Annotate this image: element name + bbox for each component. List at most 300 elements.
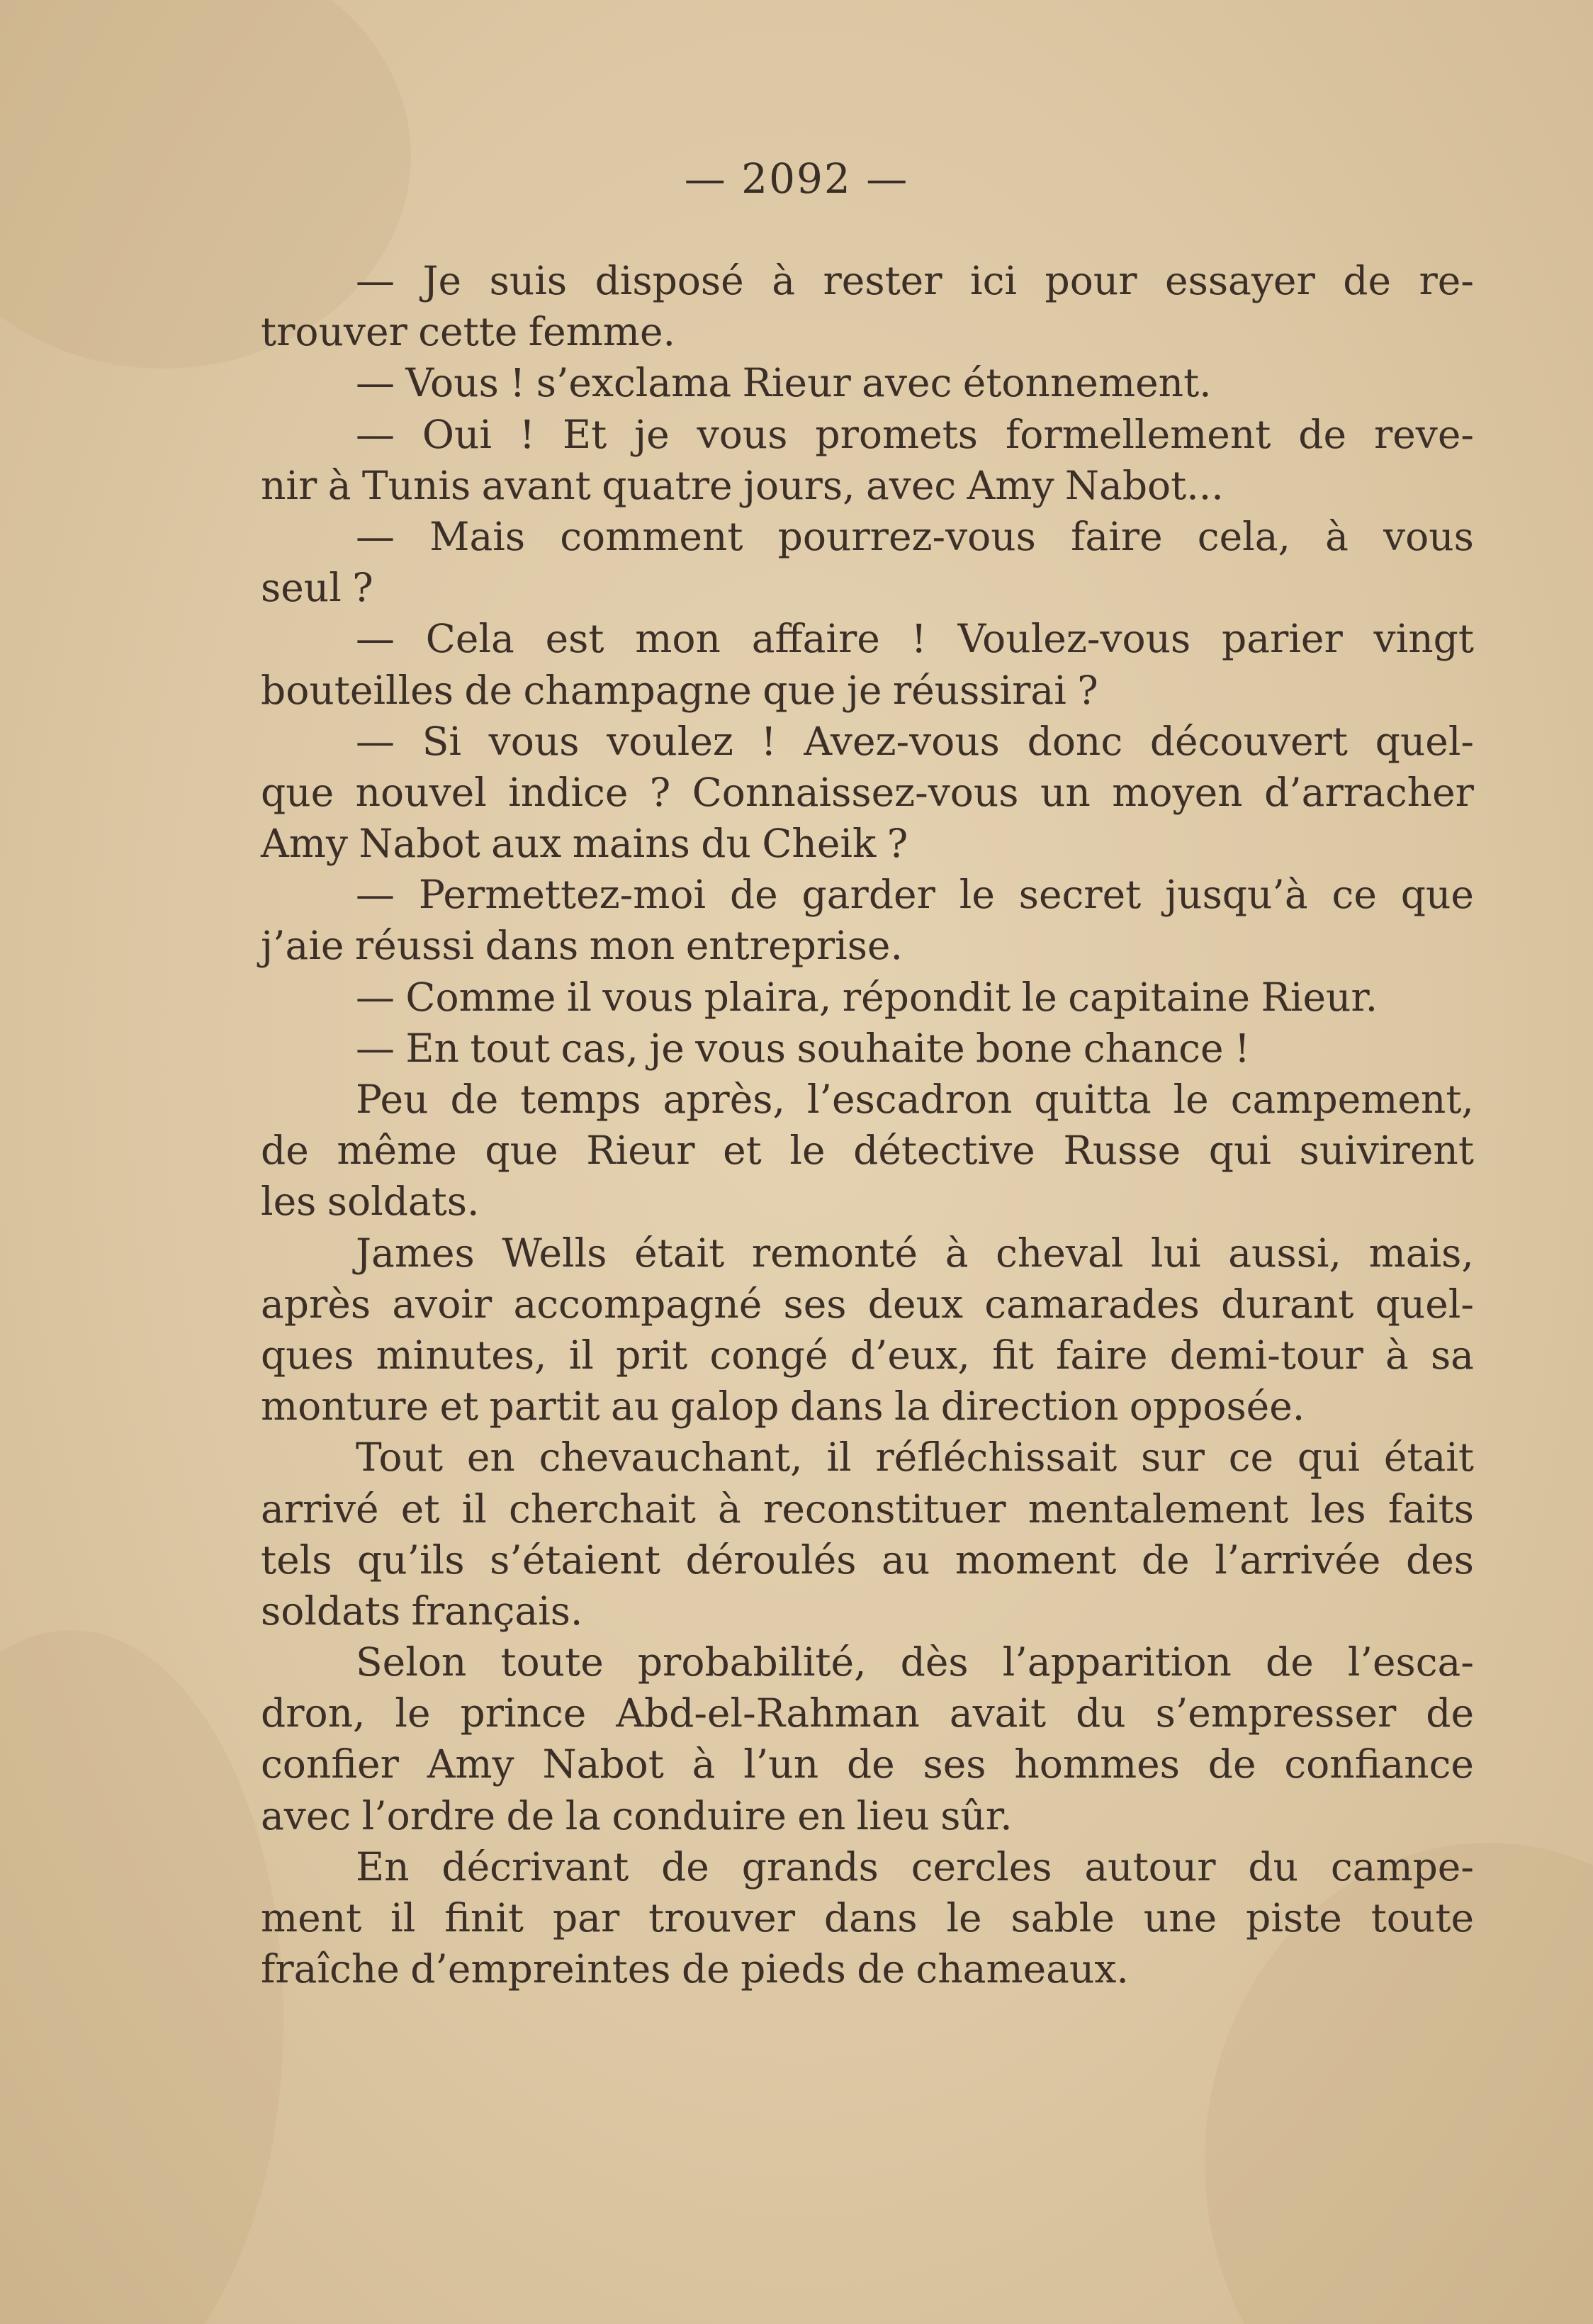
word: opposée. [1129,1383,1305,1430]
word: j’aie [261,923,344,969]
word: Tunis [361,462,471,508]
word: Nabot [359,821,480,867]
word: réfléchissait [875,1435,1118,1481]
word: à [692,1741,716,1787]
text-line [261,818,1474,869]
word: ? [886,821,908,867]
word: Je [422,258,462,303]
word: hommes [1014,1741,1180,1787]
word: l’escadron [806,1077,1013,1122]
word: nir [261,462,317,508]
word: la [565,1792,602,1839]
word: étonnement. [962,360,1212,406]
word: — [356,718,395,764]
body-text [261,255,1474,1994]
word: Cheik [762,821,877,867]
word: d’empreintes [410,1946,671,1992]
word: mon [635,616,721,662]
word: vous [602,974,694,1020]
word: lieu [856,1792,930,1839]
word: Avez-vous [804,718,1000,764]
word: seul [261,565,342,611]
word: le [395,1690,431,1736]
word: avait [949,1690,1047,1736]
word: minutes, [376,1332,547,1378]
word: Wells [502,1230,607,1276]
word: cette [418,309,518,355]
word: confier [261,1741,399,1787]
word: Russe [1063,1128,1181,1174]
word: que [485,1128,558,1174]
word: ? [352,565,373,611]
word: essayer [1165,258,1315,303]
word: bouteilles [261,667,454,713]
word: moyen [1112,769,1243,815]
word: — [356,974,395,1020]
word: avant [481,462,591,508]
word: jusqu’à [1165,872,1308,918]
word: à [1385,1332,1409,1378]
word: à [327,462,351,508]
word: cas, [561,1025,638,1071]
text-line [261,1790,1474,1841]
word: des [1405,1537,1474,1583]
word: ! [510,360,526,406]
text-line [261,460,1474,511]
word: promets [815,411,979,457]
word: de [1298,411,1347,457]
word: plaira, [704,974,832,1020]
text-line [261,1637,1474,1688]
word: en [466,1435,515,1481]
word: détective [853,1128,1035,1174]
word: Oui [422,411,492,457]
word: déroulés [685,1537,857,1583]
word: prince [460,1690,587,1736]
text-line [261,767,1474,818]
word: de [857,1946,906,1992]
text-line [261,613,1474,664]
word: une [1143,1895,1217,1941]
word: arrivé [261,1486,379,1532]
word: comment [560,513,743,559]
word: mon [589,923,675,969]
word: ici [970,258,1017,303]
word: ce [1228,1435,1274,1481]
word: aussi, [1228,1230,1341,1276]
word: partit [489,1383,600,1430]
text-line [261,1125,1474,1176]
word: à [718,1486,741,1532]
word: Selon [356,1639,467,1685]
word: tout [470,1025,551,1071]
text-line [261,1841,1474,1892]
word: dans [789,1383,884,1430]
text-line [261,1432,1474,1483]
word: dès [900,1639,969,1685]
word: sur [1140,1435,1205,1481]
word: ? [649,769,671,815]
word: Nabot [542,1741,664,1787]
word: même [337,1128,457,1174]
word: campe- [1330,1843,1474,1890]
word: du [1248,1843,1298,1890]
word: ment [261,1895,362,1941]
word: remonté [751,1230,918,1276]
word: disposé [595,258,744,303]
word: réussirai [892,667,1066,713]
text-line [261,1585,1474,1637]
word: sûr. [940,1792,1013,1839]
text-line [261,1279,1474,1330]
word: capitaine [1068,974,1251,1020]
word: à [1325,513,1349,559]
word: s’empresser [1155,1690,1397,1736]
word: tels [261,1537,332,1583]
word: suivirent [1299,1128,1474,1174]
word: l’apparition [1002,1639,1232,1685]
word: était [634,1230,725,1276]
word: Amy [967,462,1054,508]
word: du [701,821,751,867]
word: direction [940,1383,1119,1430]
word: et [400,1486,440,1532]
word: quel- [1375,718,1474,764]
word: Si [422,718,461,764]
word: le [789,1128,826,1174]
word: ! [760,718,777,764]
text-line [261,1534,1474,1585]
word: réussi [354,923,475,969]
word: pieds [741,1946,846,1992]
word: James [356,1230,475,1276]
word: — [356,1025,395,1071]
word: reconstituer [763,1486,1006,1532]
word: que [762,667,836,713]
word: s’étaient [490,1537,660,1583]
word: mains [572,821,690,867]
text-line [261,1381,1474,1432]
word: toute [500,1639,604,1685]
word: le [946,1895,982,1941]
word: il [390,1895,416,1941]
word: Connaissez-vous [692,769,1019,815]
word: lui [1151,1230,1201,1276]
word: accompagné [513,1281,762,1327]
word: Peu [356,1077,429,1122]
text-line [261,562,1474,613]
page-number: — 2092 — [684,155,909,203]
word: Amy [261,821,348,867]
word: Rieur [586,1128,695,1174]
text-line [261,972,1474,1023]
text-line [261,1023,1474,1074]
text-line [261,1483,1474,1534]
word: En [405,1025,459,1071]
word: autour [1084,1843,1216,1890]
word: vous [697,411,788,457]
word: il [566,974,592,1020]
word: s’exclama [536,360,732,406]
word: confiance [1284,1741,1474,1787]
word: Et [562,411,607,457]
word: et [723,1128,762,1174]
word: de [1141,1537,1190,1583]
word: il [826,1435,852,1481]
word: l’arrivée [1215,1537,1381,1583]
word: en [797,1792,846,1839]
text-line [261,306,1474,357]
word: était [1383,1435,1474,1481]
text-line [261,1176,1474,1227]
word: galop [670,1383,779,1430]
word: après [261,1281,371,1327]
word: répondit [842,974,1011,1020]
text-line [261,1892,1474,1943]
word: l’un [743,1741,819,1787]
word: la [894,1383,930,1430]
word: quitta [1034,1077,1152,1122]
word: dans [485,923,579,969]
word: ses [923,1741,986,1787]
word: durant [1221,1281,1354,1327]
word: vingt [1373,616,1474,662]
word: à [945,1230,969,1276]
text-line [261,1228,1474,1279]
word: camarades [984,1281,1200,1327]
text-line [261,1943,1474,1994]
text-line [261,920,1474,971]
word: fit [992,1332,1034,1378]
paper-stain [0,1630,283,2324]
word: de [450,1077,499,1122]
word: et [439,1383,479,1430]
word: ce [1332,872,1377,918]
word: de [661,1843,709,1890]
word: de [1343,258,1392,303]
word: après, [663,1077,785,1122]
word: finit [444,1895,524,1941]
word: jours, [743,462,855,508]
text-line [261,511,1474,562]
word: vous [1383,513,1474,559]
word: les [1310,1486,1366,1532]
word: l’ordre [361,1792,496,1839]
word: du [1076,1690,1126,1736]
word: quatre [602,462,733,508]
word: chance [1083,1025,1224,1071]
word: Comme [405,974,556,1020]
word: Abd-el-Rahman [616,1690,920,1736]
word: entreprise. [685,923,903,969]
word: suis [489,258,568,303]
word: chevauchant, [539,1435,803,1481]
word: piste [1246,1895,1342,1941]
word: chameaux. [916,1946,1129,1992]
word: re- [1419,258,1474,303]
word: à [772,258,795,303]
word: cercles [911,1843,1052,1890]
word: formellement [1005,411,1271,457]
word: campement, [1230,1077,1474,1122]
word: pourrez-vous [777,513,1036,559]
word: Rieur [742,360,851,406]
text-line [261,716,1474,767]
word: souhaite [796,1025,965,1071]
word: monture [261,1383,429,1430]
word: soldats. [327,1179,480,1225]
word: que [261,769,334,815]
word: grands [741,1843,879,1890]
word: au [610,1383,660,1430]
text-line [261,1688,1474,1739]
word: moment [955,1537,1117,1583]
word: dans [823,1895,918,1941]
word: champagne [523,667,752,713]
word: français. [411,1588,583,1634]
word: il [568,1332,594,1378]
word: de [464,667,513,713]
word: les [261,1179,317,1225]
word: qu’ils [357,1537,465,1583]
text-line [261,1074,1474,1125]
word: avec [865,462,957,508]
word: voulez [607,718,733,764]
word: faits [1387,1486,1474,1532]
word: — [356,616,395,662]
text-line [261,409,1474,460]
word: de [1208,1741,1256,1787]
word: quel- [1375,1281,1474,1327]
word: — [356,872,395,918]
word: ? [1077,667,1098,713]
text-line [261,1330,1474,1381]
word: — [356,258,395,303]
word: de [681,1946,730,1992]
word: cherchait [509,1486,696,1532]
word: aux [491,821,562,867]
word: donc [1027,718,1123,764]
word: bone [976,1025,1073,1071]
word: de [846,1741,895,1787]
text-line [261,869,1474,920]
word: d’arracher [1263,769,1474,815]
word: cela, [1197,513,1290,559]
word: qui [1208,1128,1272,1174]
word: sable [1011,1895,1115,1941]
word: le [1173,1077,1209,1122]
word: — [356,411,395,457]
word: toute [1370,1895,1474,1941]
word: soldats [261,1588,401,1634]
word: parier [1222,616,1343,662]
word: En [356,1843,410,1890]
word: l’esca- [1347,1639,1474,1685]
word: reve- [1373,411,1474,457]
word: je [649,1025,685,1071]
word: ! [911,616,927,662]
word: deux [867,1281,963,1327]
word: faire [1071,513,1163,559]
word: avec [862,360,952,406]
word: que [1400,872,1474,918]
word: de [1266,1639,1314,1685]
text-line [261,255,1474,306]
word: Tout [356,1435,444,1481]
word: vous [488,718,580,764]
word: trouver [648,1895,795,1941]
word: sa [1430,1332,1474,1378]
word: décrivant [441,1843,629,1890]
word: par [552,1895,620,1941]
word: ses [783,1281,847,1327]
word: indice [508,769,629,815]
word: un [1040,769,1091,815]
word: au [882,1537,930,1583]
word: — [356,513,395,559]
word: avec [261,1792,351,1839]
word: le [1021,974,1057,1020]
word: ! [1234,1025,1251,1071]
word: Nabot... [1064,462,1224,508]
text-line [261,1739,1474,1790]
word: il [461,1486,487,1532]
word: mentalement [1028,1486,1289,1532]
word: d’eux, [850,1332,970,1378]
word: avoir [392,1281,492,1327]
word: probabilité, [637,1639,867,1685]
word: Permettez-moi [418,872,707,918]
word: femme. [528,309,675,355]
word: Voulez-vous [957,616,1191,662]
word: vous [695,1025,787,1071]
word: prit [616,1332,688,1378]
word: rester [823,258,942,303]
word: de [506,1792,555,1839]
word: affaire [751,616,880,662]
word: congé [709,1332,828,1378]
word: qui [1297,1435,1361,1481]
word: dron, [261,1690,366,1736]
word: Rieur. [1261,974,1378,1020]
word: — [356,360,395,406]
word: je [634,411,670,457]
word: nouvel [355,769,487,815]
word: temps [520,1077,641,1122]
word: cheval [996,1230,1124,1276]
word: de [1426,1690,1474,1736]
word: trouver [261,309,407,355]
word: faire [1056,1332,1148,1378]
word: pour [1045,258,1137,303]
word: de [261,1128,309,1174]
word: secret [1018,872,1142,918]
word: Mais [429,513,526,559]
word: Amy [427,1741,514,1787]
word: conduire [612,1792,787,1839]
word: garder [801,872,935,918]
word: est [545,616,604,662]
word: de [729,872,778,918]
word: ques [261,1332,354,1378]
word: fraîche [261,1946,400,1992]
text-line [261,357,1474,408]
word: ! [519,411,536,457]
word: découvert [1149,718,1348,764]
word: mais, [1368,1230,1474,1276]
word: demi-tour [1169,1332,1363,1378]
word: je [846,667,882,713]
